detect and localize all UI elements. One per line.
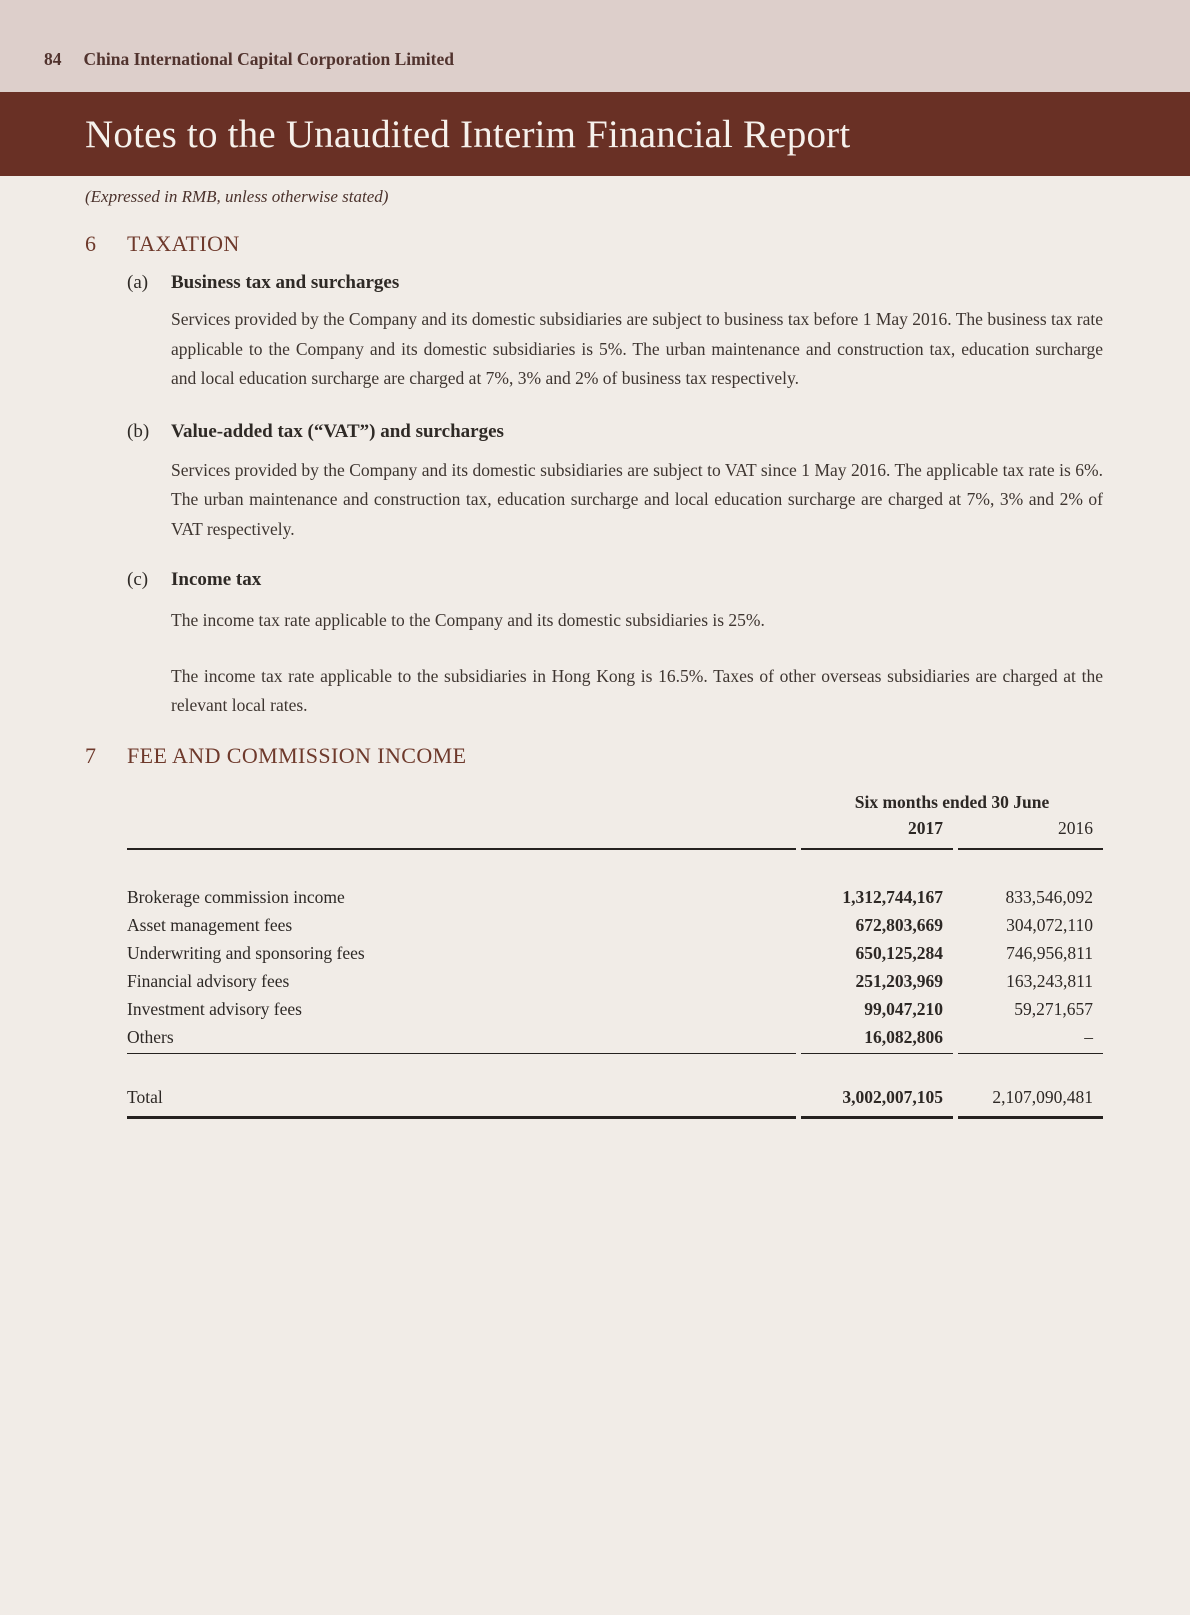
column-header-2017: 2017 bbox=[908, 817, 943, 838]
paragraph: Services provided by the Company and its domestic subsidiaries are subject to VAT since 1 May 2016. The applicable tax rate is 6%. The urban maintenance and construction tax, education surcharge and local education surcharge are charged at 7%, 3% and 2% of VAT respectively. bbox=[171, 459, 1103, 539]
value-2016: 163,243,811 bbox=[1006, 970, 1093, 991]
table-row bbox=[127, 995, 1103, 1023]
subsection-business-tax bbox=[0, 271, 1190, 394]
section-title: TAXATION bbox=[127, 231, 240, 256]
value-2017: 650,125,284 bbox=[855, 942, 943, 963]
report-title: Notes to the Unaudited Interim Financial Report bbox=[85, 112, 851, 156]
section-number: 7 bbox=[85, 742, 96, 768]
subsection-title: Income tax bbox=[171, 569, 262, 590]
row-label: Brokerage commission income bbox=[127, 886, 345, 907]
value-2017: 16,082,806 bbox=[864, 1026, 943, 1047]
paragraph: The income tax rate applicable to the subsidiaries in Hong Kong is 16.5%. Taxes of other overseas subsidiaries are charged at the relevant local rates. bbox=[171, 665, 1103, 715]
table-top-rule bbox=[127, 848, 1103, 850]
section-number: 6 bbox=[85, 231, 96, 256]
table-year-header-row bbox=[127, 816, 1103, 840]
subsection-income-tax bbox=[0, 568, 1190, 721]
value-2016: 59,271,657 bbox=[1014, 998, 1093, 1019]
paragraph: Services provided by the Company and its domestic subsidiaries are subject to business tax before 1 May 2016. The business tax rate applicable to the Company and its domestic subsidiaries is 5%. The urban maintenance and construction tax, education surcharge and local education surcharge are charged at 7%, 3% and 2% of business tax respectively. bbox=[171, 309, 1103, 388]
value-2017: 251,203,969 bbox=[855, 970, 943, 991]
section-taxation bbox=[0, 231, 1190, 721]
table-bottom-rule bbox=[127, 1116, 1103, 1119]
subsection-title: Value-added tax (“VAT”) and surcharges bbox=[171, 420, 504, 442]
section-heading bbox=[85, 231, 1190, 257]
value-2017: 672,803,669 bbox=[855, 914, 943, 935]
company-name: China International Capital Corporation Limited bbox=[83, 49, 454, 69]
subsection-heading bbox=[127, 420, 1190, 444]
value-2017: 3,002,007,105 bbox=[842, 1086, 943, 1107]
subsection-label: (b) bbox=[127, 420, 150, 442]
row-label: Investment advisory fees bbox=[127, 998, 302, 1019]
value-2017: 99,047,210 bbox=[864, 998, 943, 1019]
table-row bbox=[127, 911, 1103, 939]
subsection-heading bbox=[127, 271, 1190, 295]
subsection-label: (a) bbox=[127, 272, 149, 293]
currency-note: (Expressed in RMB, unless otherwise stated) bbox=[85, 187, 389, 206]
table-period-header-row bbox=[127, 791, 1103, 814]
table-total-row bbox=[127, 1083, 1103, 1111]
table-row bbox=[127, 939, 1103, 967]
row-label: Financial advisory fees bbox=[127, 970, 290, 991]
subsection-vat bbox=[0, 420, 1190, 545]
column-header-2016: 2016 bbox=[1058, 817, 1093, 838]
section-heading bbox=[85, 743, 1190, 769]
fee-income-table bbox=[127, 791, 1103, 1119]
value-2016: 304,072,110 bbox=[1006, 914, 1093, 935]
paragraph: The income tax rate applicable to the Company and its domestic subsidiaries is 25%. bbox=[171, 610, 765, 630]
value-2016: 833,546,092 bbox=[1005, 886, 1093, 907]
value-2016: – bbox=[1084, 1026, 1093, 1047]
subsection-title: Business tax and surcharges bbox=[171, 272, 400, 293]
row-label: Asset management fees bbox=[127, 914, 293, 935]
value-2017: 1,312,744,167 bbox=[842, 886, 943, 907]
subsection-heading bbox=[127, 568, 1190, 592]
subsection-label: (c) bbox=[127, 569, 149, 590]
table-subtotal-rule bbox=[127, 1053, 1103, 1054]
table-body bbox=[127, 883, 1103, 1051]
table-row bbox=[127, 883, 1103, 911]
value-2016: 746,956,811 bbox=[1006, 942, 1093, 963]
value-2016: 2,107,090,481 bbox=[992, 1086, 1093, 1107]
title-banner bbox=[0, 92, 1190, 176]
row-label: Underwriting and sponsoring fees bbox=[127, 942, 365, 963]
page-header bbox=[0, 0, 1190, 92]
section-fee-commission-income bbox=[0, 743, 1190, 1119]
row-label: Others bbox=[127, 1026, 174, 1047]
table-row bbox=[127, 1023, 1103, 1051]
section-title: FEE AND COMMISSION INCOME bbox=[127, 742, 467, 768]
row-label: Total bbox=[127, 1086, 163, 1107]
table-row bbox=[127, 967, 1103, 995]
period-header: Six months ended 30 June bbox=[854, 791, 1050, 812]
page-number: 84 bbox=[44, 49, 62, 69]
